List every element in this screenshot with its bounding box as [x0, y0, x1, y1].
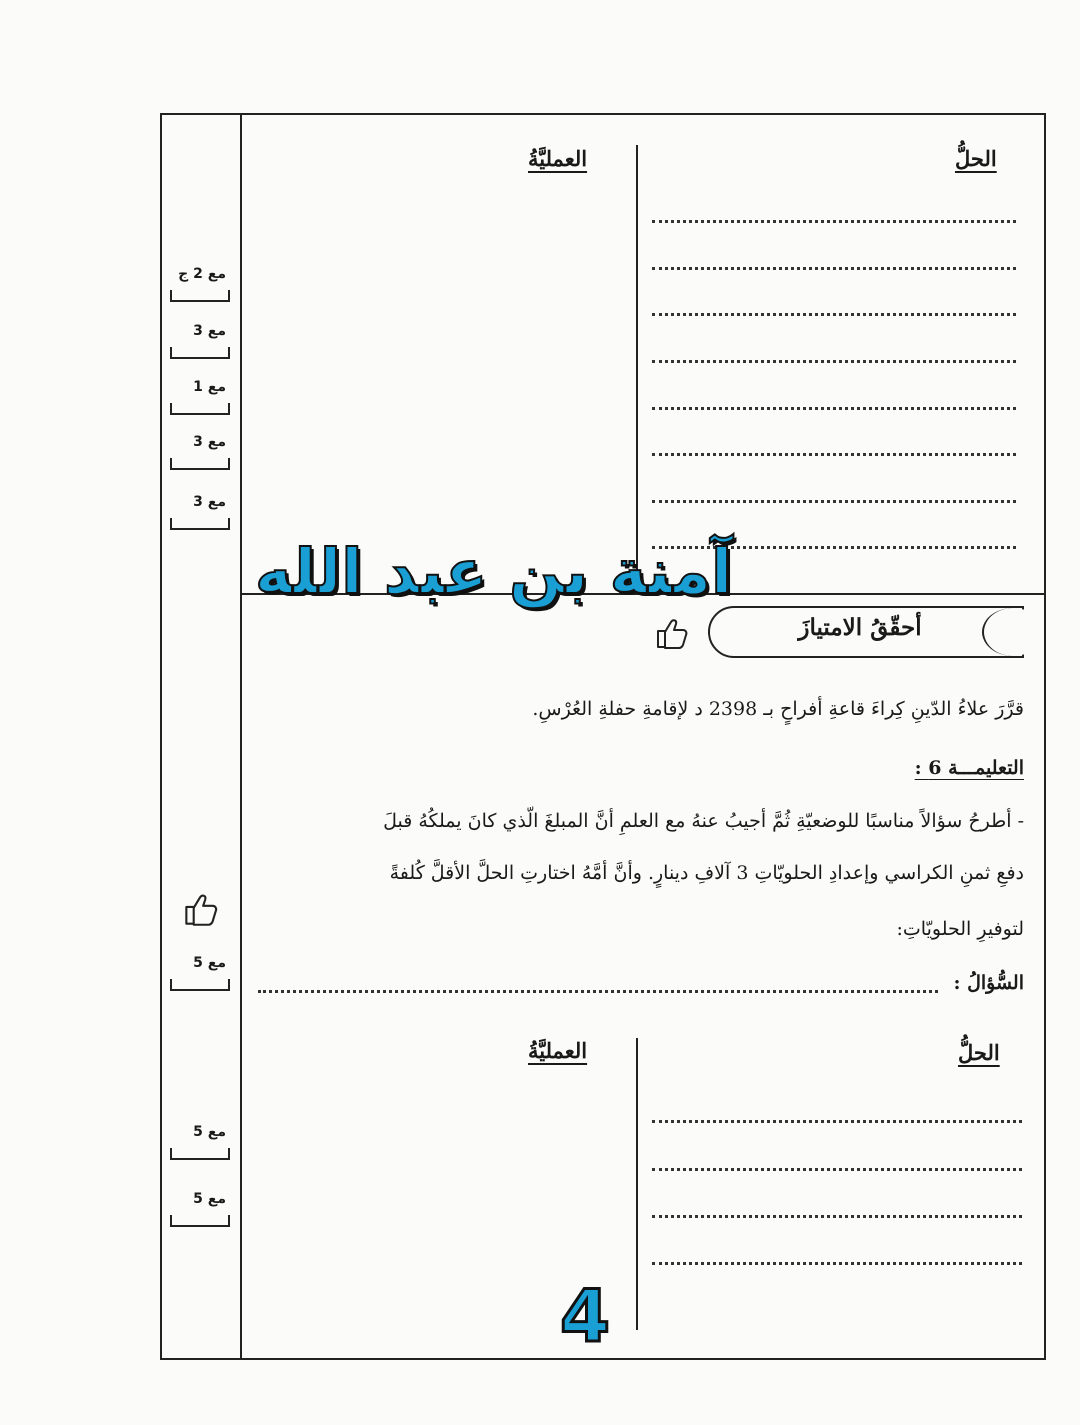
column-divider-bottom	[636, 1038, 638, 1330]
margin-mark	[168, 266, 232, 302]
margin-mark	[168, 1124, 232, 1160]
answer-line[interactable]	[652, 407, 1016, 410]
mark-box	[170, 979, 230, 991]
answer-line[interactable]	[652, 220, 1016, 223]
mark-box	[170, 403, 230, 415]
problem-intro: قرَّرَ علاءُ الدّينِ كِراءَ قاعةِ أفراحٍ بـ 2398 د لإقامةِ حفلةِ العُرْسِ.	[532, 698, 1024, 720]
excellence-title: أحقّقُ الامتيازَ	[798, 614, 922, 641]
answer-line[interactable]	[652, 360, 1016, 363]
margin-mark	[168, 1191, 232, 1227]
answer-line[interactable]	[652, 1168, 1022, 1171]
margin-mark-label: مع 3	[193, 323, 226, 339]
instruction-label: التعليمـــة 6 :	[914, 757, 1024, 779]
instruction-line-3: لتوفيرِ الحلويّاتِ:	[896, 918, 1024, 940]
instruction-line-2: دفعِ ثمنِ الكراسي وإعدادِ الحلويّاتِ 3 آلافِ دينارٍ. وأنَّ أمَّهُ اختارتِ الحلَّ الأقلَّ كُلفةً	[389, 862, 1024, 884]
worksheet-frame	[160, 113, 1046, 1360]
banner-notch	[982, 608, 1044, 656]
answer-line[interactable]	[652, 500, 1016, 503]
margin-mark-label: مع 5	[193, 1124, 226, 1140]
margin-mark-label: مع 1	[193, 379, 226, 395]
margin-mark-label: مع 2 ج	[178, 266, 226, 282]
margin-divider	[240, 115, 242, 1359]
margin-mark	[168, 323, 232, 359]
mark-box	[170, 1148, 230, 1160]
margin-mark-label: مع 5	[193, 955, 226, 971]
answer-line[interactable]	[652, 1262, 1022, 1265]
author-watermark: آمنة بن عبد الله	[255, 535, 733, 608]
margin-mark	[168, 494, 232, 530]
answer-line[interactable]	[652, 1120, 1022, 1123]
margin-mark-label: مع 3	[193, 494, 226, 510]
mark-box	[170, 518, 230, 530]
thumbs-up-icon	[180, 888, 220, 936]
column-divider-top	[636, 145, 638, 588]
mark-box	[170, 1215, 230, 1227]
thumbs-up-icon	[652, 615, 690, 659]
question-label: السُّؤالُ :	[953, 972, 1024, 994]
mark-box	[170, 290, 230, 302]
operation-heading-bottom: العمليَّةُ	[528, 1038, 588, 1063]
answer-line[interactable]	[652, 267, 1016, 270]
answer-line[interactable]	[652, 313, 1016, 316]
answer-line[interactable]	[652, 1215, 1022, 1218]
question-answer-line[interactable]	[258, 990, 938, 993]
solution-heading-top: الحلُّ	[955, 146, 997, 171]
margin-mark-label: مع 5	[193, 1191, 226, 1207]
answer-line[interactable]	[652, 453, 1016, 456]
mark-box	[170, 458, 230, 470]
solution-heading-bottom: الحلُّ	[958, 1040, 1000, 1065]
operation-heading-top: العمليَّةُ	[528, 146, 588, 171]
margin-mark	[168, 955, 232, 991]
margin-mark	[168, 379, 232, 415]
instruction-line-1: - أطرحُ سؤالاً مناسبًا للوضعيّةِ ثُمَّ أجيبُ عنهُ مع العلمِ أنَّ المبلغَ الّذي كانَ يملكُهُ قبلَ	[383, 810, 1024, 832]
margin-mark	[168, 434, 232, 470]
mark-box	[170, 347, 230, 359]
page-number: 4	[560, 1274, 611, 1358]
margin-mark-label: مع 3	[193, 434, 226, 450]
